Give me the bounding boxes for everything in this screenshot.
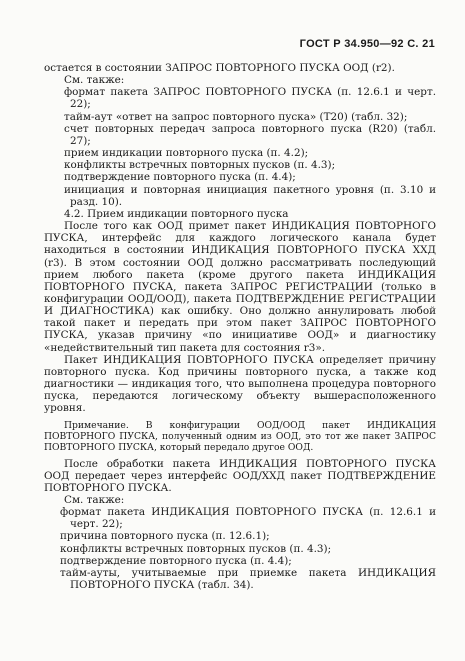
reference-item: тайм-аут «ответ на запрос повторного пуска» (T20) (табл. 32); xyxy=(64,110,408,123)
see-also-label: См. также: xyxy=(64,74,125,87)
document-body xyxy=(44,62,436,591)
reference-item: причина повторного пуска (п. 12.6.1); xyxy=(60,530,270,543)
reference-item: прием индикации повторного пуска (п. 4.2); xyxy=(64,147,309,160)
reference-item: формат пакета ЗАПРОС ПОВТОРНОГО ПУСКА (п. 12.6.1 и черт. 22); xyxy=(64,86,436,111)
reference-item: подтверждение повторного пуска (п. 4.4); xyxy=(64,171,296,184)
page-header: ГОСТ Р 34.950—92 С. 21 xyxy=(299,38,435,50)
paragraph-continuation: остается в состоянии ЗАПРОС ПОВТОРНОГО ПУСКА ООД (r2). xyxy=(44,62,395,74)
body-paragraph: После того как ООД примет пакет ИНДИКАЦИЯ ПОВТОРНОГО ПУСКА, интерфейс для каждого логического канала будет находиться в состоянии ИНДИКАЦИЯ ПОВТОРНОГО ПУСКА ХХД (r3). В этом состоянии ООД должно рассматривать последующий прием любого пакета (кроме другого пакета ИНДИКАЦИЯ ПОВТОРНОГО ПУСКА, пакета ЗАПРОС РЕГИСТРАЦИИ (только в конфигурации ООД/ООД), пакета ПОДТВЕРЖДЕНИЕ РЕГИСТРАЦИИ И ДИАГНОСТИКА) как ошибку. Оно должно аннулировать любой такой пакет и передать при этом пакет ЗАПРОС ПОВТОРНОГО ПУСКА, указав причину «по инициативе ООД» и диагностику «недействительный тип пакета для состояния r3». xyxy=(44,220,436,354)
reference-item: конфликты встречных повторных пусков (п. 4.3); xyxy=(60,542,332,555)
reference-item: конфликты встречных повторных пусков (п. 4.3); xyxy=(64,159,336,172)
section-heading: 4.2. Прием индикации повторного пуска xyxy=(64,207,289,220)
body-paragraph: Пакет ИНДИКАЦИЯ ПОВТОРНОГО ПУСКА определяет причину повторного пуска. Код причины повторного пуска, а также код диагностики — индикация того, что выполнена процедура повторного пуска, передаются логическому объекту вышерасположенного уровня. xyxy=(44,353,436,415)
see-also-label: См. также: xyxy=(64,494,125,506)
note-paragraph: Примечание. В конфигурации ООД/ООД пакет ИНДИКАЦИЯ ПОВТОРНОГО ПУСКА, полученный одним из ООД, это тот же пакет ЗАПРОС ПОВТОРНОГО ПУСКА, который передало другое ООД. xyxy=(44,419,436,453)
reference-item: счет повторных передач запроса повторного пуска (R20) (табл. 27); xyxy=(64,122,436,147)
reference-item: формат пакета ИНДИКАЦИЯ ПОВТОРНОГО ПУСКА (п. 12.6.1 и черт. 22); xyxy=(60,506,436,531)
reference-item: подтверждение повторного пуска (п. 4.4); xyxy=(60,554,292,567)
body-paragraph: После обработки пакета ИНДИКАЦИЯ ПОВТОРНОГО ПУСКА ООД передает через интерфейс ООД/ХХД пакет ПОДТВЕРЖДЕНИЕ ПОВТОРНОГО ПУСКА. xyxy=(44,457,436,494)
reference-item: инициация и повторная инициация пакетного уровня (п. 3.10 и разд. 10). xyxy=(64,183,436,208)
reference-item: тайм-ауты, учитываемые при приемке пакета ИНДИКАЦИЯ ПОВТОРНОГО ПУСКА (табл. 34). xyxy=(60,566,436,592)
